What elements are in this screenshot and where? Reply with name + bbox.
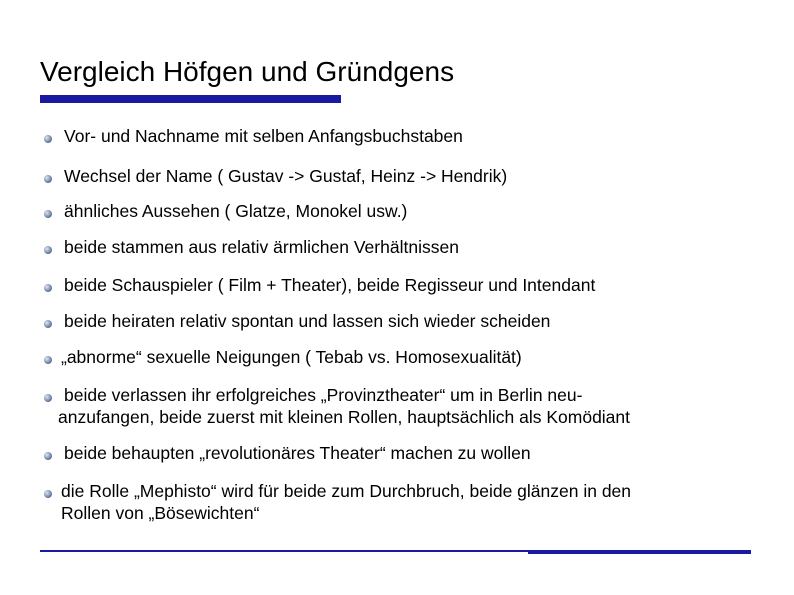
bullet-icon [44,246,52,254]
bullet-icon [44,490,52,498]
bullet-line: Rollen von „Bösewichten“ [61,503,260,523]
bullet-text [64,200,407,222]
bullet-line: beide stammen aus relativ ärmlichen Verhältnissen [64,237,459,257]
bullet-line: Wechsel der Name ( Gustav -> Gustaf, Heinz -> Hendrik) [64,166,508,186]
bullet-icon [44,356,52,364]
bullet-icon [44,394,52,402]
bullet-line: ähnliches Aussehen ( Glatze, Monokel usw.) [64,201,408,221]
bullet-text [61,346,522,368]
bullet-icon [44,284,52,292]
bullet-line: beide heiraten relativ spontan und lassen sich wieder scheiden [64,311,551,331]
bullet-text [64,274,595,296]
bullet-line: beide behaupten „revolutionäres Theater“ machen zu wollen [64,443,531,463]
bullet-icon [44,452,52,460]
bullet-text [64,442,531,464]
bullet-text [64,236,459,258]
bullet-line: beide verlassen ihr erfolgreiches „Provinztheater“ um in Berlin neu- [64,385,583,405]
bullet-text [64,125,463,147]
bullet-icon [44,175,52,183]
bullet-text [64,310,550,332]
bullet-text [58,384,631,428]
slide-title: Vergleich Höfgen und Gründgens [40,56,455,87]
bullet-line: beide Schauspieler ( Film + Theater), beide Regisseur und Intendant [64,275,596,295]
bullet-line: anzufangen, beide zuerst mit kleinen Rollen, hauptsächlich als Komödiant [58,407,631,427]
bullet-text [61,480,631,524]
bullet-line: die Rolle „Mephisto“ wird für beide zum Durchbruch, beide glänzen in den [61,481,632,501]
bullet-line: Vor- und Nachname mit selben Anfangsbuchstaben [64,126,463,146]
bullet-icon [44,320,52,328]
bullet-icon [44,210,52,218]
footer-rule-accent [528,550,751,554]
bullet-line: „abnorme“ sexuelle Neigungen ( Tebab vs. Homosexualität) [61,347,522,367]
bullet-icon [44,135,52,143]
bullet-text [64,165,507,187]
